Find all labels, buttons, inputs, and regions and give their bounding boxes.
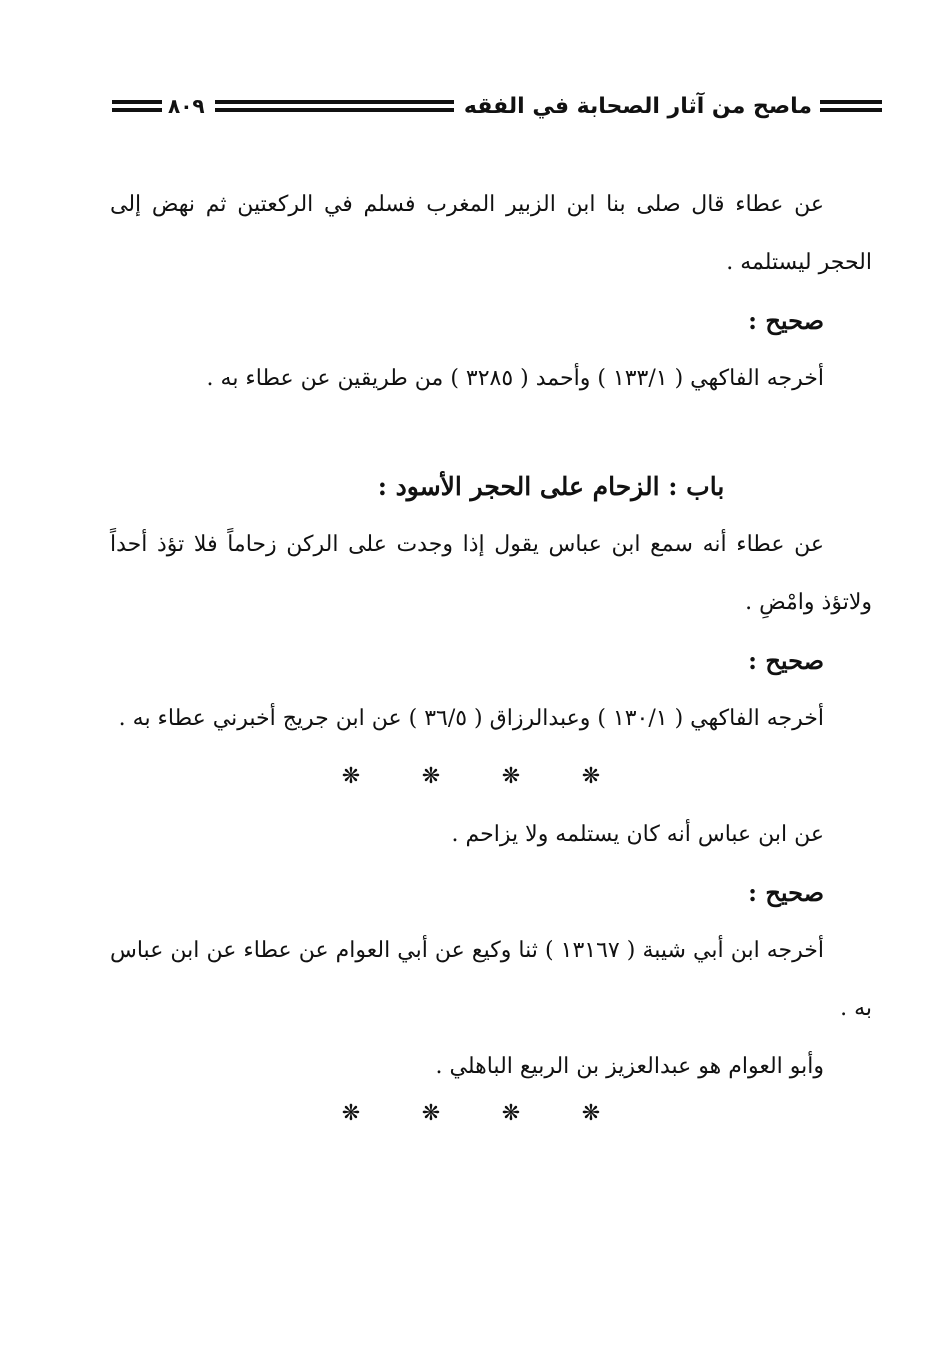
- separator-stars-1: [110, 748, 872, 806]
- takhrij-text-1: أخرجه الفاكهي ( ١٣٣/١ ) وأحمد ( ٣٢٨٥ ) من طريقين عن عطاء به .: [206, 366, 824, 391]
- athar-text-1: عن عطاء قال صلى بنا ابن الزبير المغرب فسلم في الركعتين ثم نهض إلى الحجر ليستلمه .: [110, 192, 872, 275]
- page-number: ٨٠٩: [168, 94, 205, 118]
- grading-label-1: صحيح :: [748, 306, 824, 335]
- page-body: [110, 176, 872, 1132]
- star-icon: ❋: [501, 764, 521, 789]
- header-rule-left: [112, 100, 162, 112]
- star-icon: ❋: [341, 764, 361, 789]
- star-icon: ❋: [501, 1101, 521, 1126]
- header-rule-middle: [215, 100, 454, 112]
- header-title: ماصح من آثار الصحابة في الفقه: [463, 93, 812, 119]
- star-icon: ❋: [341, 1101, 361, 1126]
- header-rule-right: [820, 100, 882, 112]
- athar-text-3: عن ابن عباس أنه كان يستلمه ولا يزاحم .: [451, 822, 824, 847]
- star-icon: ❋: [581, 764, 601, 789]
- separator-stars-2: [110, 1096, 872, 1132]
- narrator-note: وأبو العوام هو عبدالعزيز بن الربيع الباهلي .: [435, 1054, 824, 1079]
- grading-label-3: صحيح :: [748, 878, 824, 907]
- star-icon: ❋: [421, 764, 441, 789]
- takhrij-text-2: أخرجه الفاكهي ( ١٣٠/١ ) وعبدالرزاق ( ٣٦/٥ ) عن ابن جريج أخبرني عطاء به .: [118, 706, 824, 731]
- star-icon: ❋: [581, 1101, 601, 1126]
- grading-label-2: صحيح :: [748, 646, 824, 675]
- takhrij-text-3: أخرجه ابن أبي شيبة ( ١٣١٦٧ ) ثنا وكيع عن أبي العوام عن عطاء عن ابن عباس به .: [110, 938, 872, 1021]
- star-icon: ❋: [421, 1101, 441, 1126]
- chapter-heading: باب : الزحام على الحجر الأسود :: [377, 472, 725, 501]
- page-header: [112, 88, 882, 124]
- athar-text-2: عن عطاء أنه سمع ابن عباس يقول إذا وجدت على الركن زحاماً فلا تؤذ أحداً ولاتؤذ وامْضِ .: [110, 532, 872, 615]
